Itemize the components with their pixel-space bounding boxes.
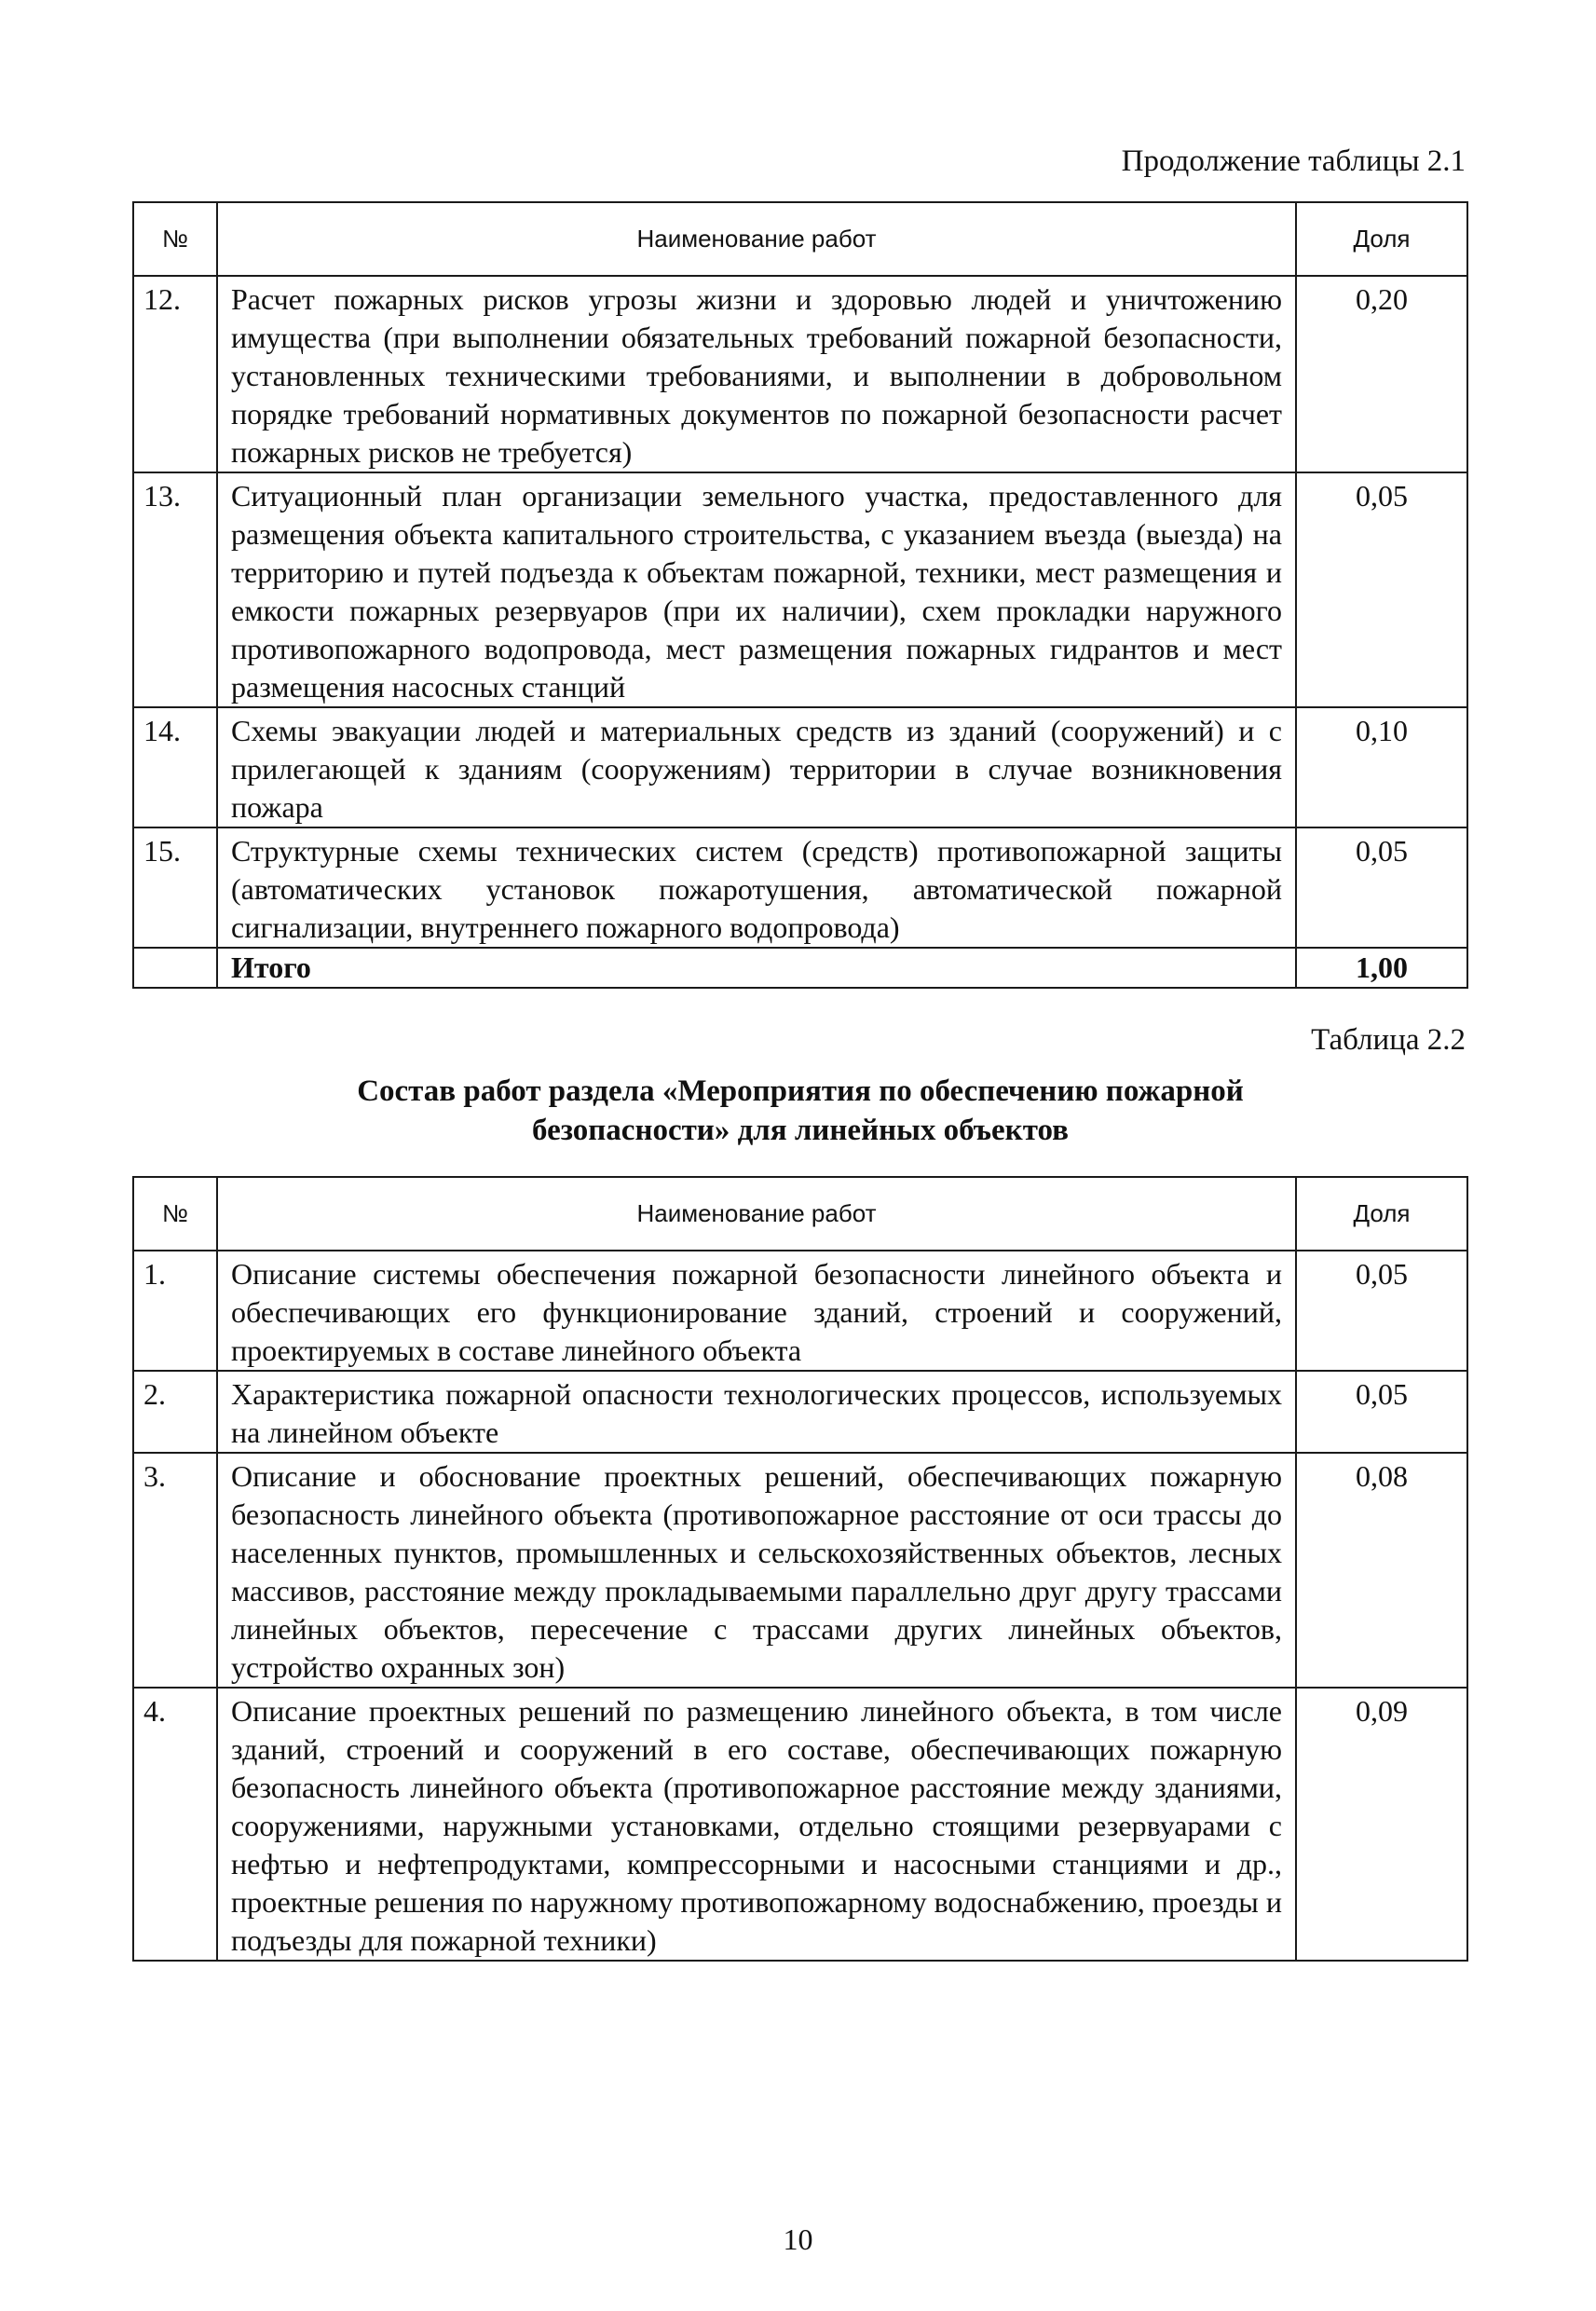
row-share: 0,05: [1296, 1371, 1467, 1453]
table-row: [133, 1371, 1467, 1453]
table-total-row: [133, 948, 1467, 988]
row-share: 0,09: [1296, 1688, 1467, 1961]
table-header-row: [133, 202, 1467, 276]
row-share: 0,10: [1296, 707, 1467, 827]
row-work-name: Расчет пожарных рисков угрозы жизни и здоровью людей и уничтожению имущества (при выполнении обязательных требований пожарной безопасности, установленных техническими требованиями, и выполнении в добровольном порядке требований нормативных документов по пожарной безопасности расчет пожарных рисков не требуется): [217, 276, 1296, 472]
row-share: 0,20: [1296, 276, 1467, 472]
table-row: [133, 276, 1467, 472]
table-row: [133, 1453, 1467, 1688]
total-label: Итого: [217, 948, 1296, 988]
row-number: 15.: [133, 827, 217, 948]
table-title: [132, 1072, 1468, 1150]
row-share: 0,08: [1296, 1453, 1467, 1688]
row-share: 0,05: [1296, 1251, 1467, 1371]
table-title-line-2: безопасности» для линейных объектов: [532, 1114, 1069, 1147]
row-work-name: Описание системы обеспечения пожарной безопасности линейного объекта и обеспечивающих его функционирование зданий, строений и сооружений, проектируемых в составе линейного объекта: [217, 1251, 1296, 1371]
header-share: Доля: [1296, 1177, 1467, 1251]
table-continuation-label: Продолжение таблицы 2.1: [1121, 144, 1466, 178]
header-number: №: [133, 202, 217, 276]
header-share: Доля: [1296, 202, 1467, 276]
row-number: 3.: [133, 1453, 217, 1688]
row-work-name: Характеристика пожарной опасности технологических процессов, используемых на линейном объекте: [217, 1371, 1296, 1453]
fire-safety-works-table-2-1: [132, 201, 1468, 989]
total-value: 1,00: [1296, 948, 1467, 988]
row-number: 14.: [133, 707, 217, 827]
table-label: Таблица 2.2: [1311, 1023, 1466, 1057]
row-number: 2.: [133, 1371, 217, 1453]
table-row: [133, 827, 1467, 948]
table-header-row: [133, 1177, 1467, 1251]
table-row: [133, 1688, 1467, 1961]
header-work-name: Наименование работ: [217, 1177, 1296, 1251]
table-row: [133, 1251, 1467, 1371]
total-number-cell: [133, 948, 217, 988]
page-number: 10: [783, 2222, 813, 2256]
row-share: 0,05: [1296, 472, 1467, 707]
header-number: №: [133, 1177, 217, 1251]
table-title-line-1: Состав работ раздела «Мероприятия по обеспечению пожарной: [357, 1074, 1244, 1108]
linear-objects-works-table-2-2: [132, 1176, 1468, 1962]
row-work-name: Описание и обоснование проектных решений, обеспечивающих пожарную безопасность линейного объекта (противопожарное расстояние от оси трассы до населенных пунктов, промышленных и сельскохозяйственных объектов, лесных массивов, расстояние между прокладываемыми параллельно друг другу трассами линейных объектов, пересечение с трассами других линейных объектов, устройство охранных зон): [217, 1453, 1296, 1688]
row-work-name: Структурные схемы технических систем (средств) противопожарной защиты (автоматических установок пожаротушения, автоматической пожарной сигнализации, внутреннего пожарного водопровода): [217, 827, 1296, 948]
row-work-name: Ситуационный план организации земельного участка, предоставленного для размещения объекта капитального строительства, с указанием въезда (выезда) на территорию и путей подъезда к объектам пожарной, техники, мест размещения и емкости пожарных резервуаров (при их наличии), схем прокладки наружного противопожарного водопровода, мест размещения пожарных гидрантов и мест размещения насосных станций: [217, 472, 1296, 707]
row-number: 4.: [133, 1688, 217, 1961]
row-work-name: Схемы эвакуации людей и материальных средств из зданий (сооружений) и с прилегающей к зданиям (сооружениям) территории в случае возникновения пожара: [217, 707, 1296, 827]
row-work-name: Описание проектных решений по размещению линейного объекта, в том числе зданий, строений и сооружений в его составе, обеспечивающих пожарную безопасность линейного объекта (противопожарное расстояние между зданиями, сооружениями, наружными установками, отдельно стоящими резервуарами с нефтью и нефтепродуктами, компрессорными и насосными станциями и др., проектные решения по наружному противопожарному водоснабжению, проезды и подъезды для пожарной техники): [217, 1688, 1296, 1961]
row-number: 12.: [133, 276, 217, 472]
header-work-name: Наименование работ: [217, 202, 1296, 276]
row-number: 13.: [133, 472, 217, 707]
table-row: [133, 707, 1467, 827]
table-row: [133, 472, 1467, 707]
row-share: 0,05: [1296, 827, 1467, 948]
row-number: 1.: [133, 1251, 217, 1371]
